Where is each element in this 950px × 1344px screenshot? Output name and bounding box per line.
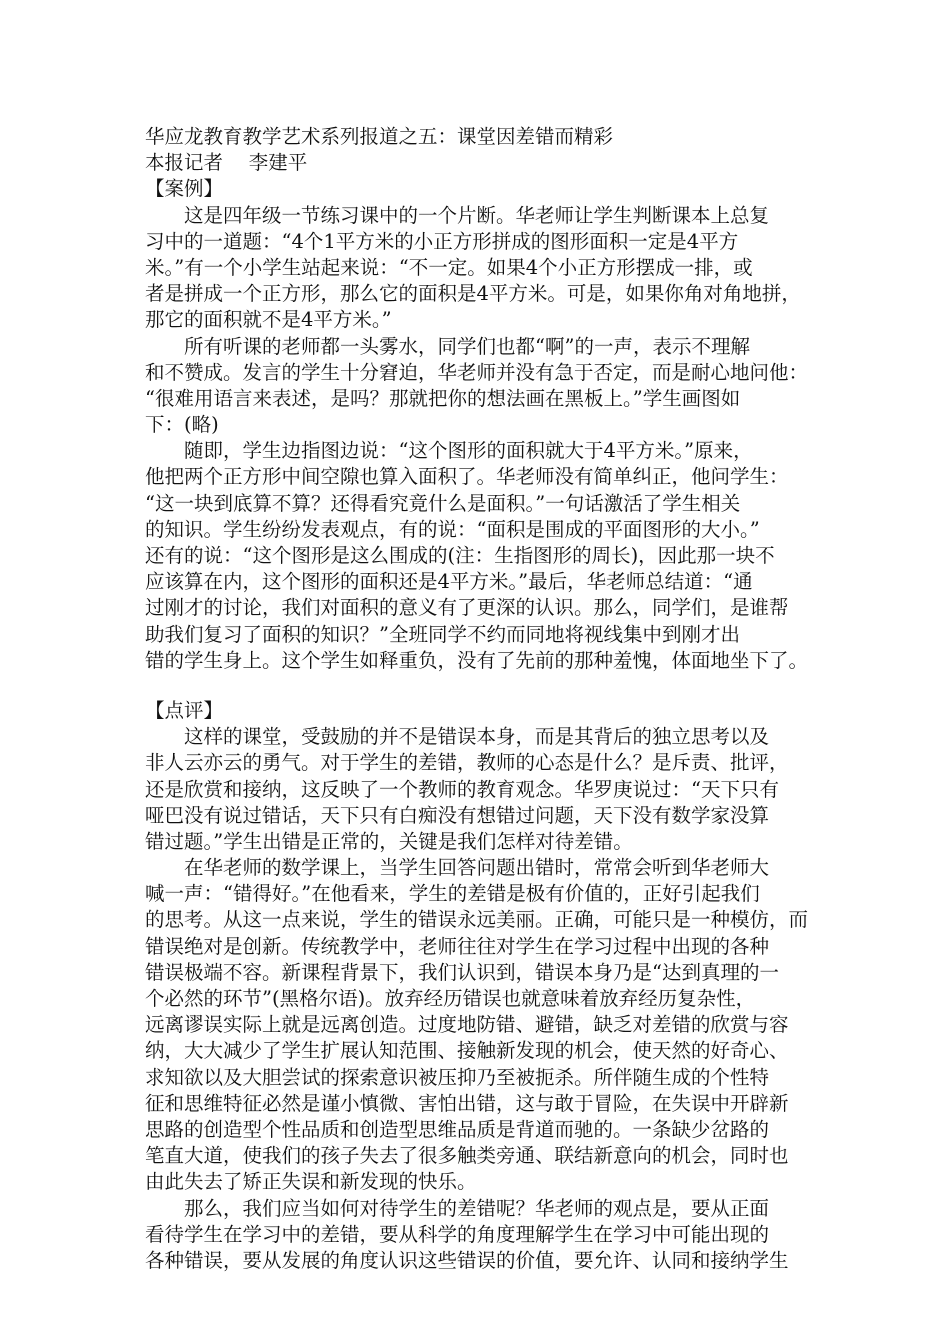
text-line: 的知识。学生纷纷发表观点，有的说：“面积是围成的平面图形的大小。” — [145, 517, 760, 541]
text-line: “这一块到底算不算？还得看究竟什么是面积。”一句话激活了学生相关 — [145, 491, 741, 515]
text-line: 和不赞成。发言的学生十分窘迫，华老师并没有急于否定，而是耐心地问他： — [145, 360, 809, 384]
text-line: 远离谬误实际上就是远离创造。过度地防错、避错，缺乏对差错的欣赏与容 — [145, 1013, 789, 1037]
text-line: 这是四年级一节练习课中的一个片断。华老师让学生判断课本上总复 — [184, 203, 770, 227]
text-line: 下：(略) — [145, 413, 219, 437]
text-line: 应该算在内，这个图形的面积还是4平方米。”最后，华老师总结道：“通 — [145, 570, 753, 594]
text-line: 各种错误，要从发展的角度认识这些错误的价值，要允许、认同和接纳学生 — [145, 1248, 789, 1272]
review-paragraph — [145, 1196, 821, 1275]
text-line: 者是拼成一个正方形，那么它的面积是4平方米。可是，如果你角对角地拼， — [145, 282, 801, 306]
text-line: 哑巴没有说过错话，天下只有白痴没有想错过问题，天下没有数学家没算 — [145, 803, 770, 827]
section-spacer — [145, 674, 821, 698]
text-line: 还有的说：“这个图形是这么围成的(注：生指图形的周长)，因此那一块不 — [145, 544, 775, 567]
text-line: 随即，学生边指图边说：“这个图形的面积就大于4平方米。”原来， — [184, 439, 753, 463]
review-paragraph — [145, 724, 821, 855]
text-line: 个必然的环节”(黑格尔语)。放弃经历错误也就意味着放弃经历复杂性， — [145, 987, 756, 1010]
text-line: 习中的一道题：“4个1平方米的小正方形拼成的图形面积一定是4平方 — [145, 229, 739, 253]
text-line: 那它的面积就不是4平方米。” — [145, 308, 392, 332]
review-paragraph — [145, 855, 821, 1195]
text-line: 错过题。”学生出错是正常的，关键是我们怎样对待差错。 — [145, 829, 633, 853]
text-line: 在华老师的数学课上，当学生回答问题出错时，常常会听到华老师大 — [184, 856, 770, 880]
text-line: 求知欲以及大胆尝试的探索意识被压抑乃至被扼杀。所伴随生成的个性特 — [145, 1065, 770, 1089]
text-line: 过刚才的讨论，我们对面积的意义有了更深的认识。那么，同学们，是谁帮 — [145, 596, 789, 620]
article-title: 华应龙教育教学艺术系列报道之五：课堂因差错而精彩 — [145, 125, 614, 148]
text-line: 笔直大道，使我们的孩子失去了很多触类旁通、联结新意向的机会，同时也 — [145, 1144, 789, 1168]
case-heading: 【案例】 — [145, 177, 224, 201]
text-line: 这样的课堂，受鼓励的并不是错误本身，而是其背后的独立思考以及 — [184, 725, 770, 749]
article-byline: 本报记者 李建平 — [145, 151, 308, 175]
review-section — [145, 724, 821, 1274]
case-section — [145, 203, 821, 674]
text-line: 喊一声：“错得好。”在他看来，学生的差错是极有价值的，正好引起我们 — [145, 882, 760, 906]
text-line: 错的学生身上。这个学生如释重负，没有了先前的那种羞愧，体面地坐下了。 — [145, 648, 809, 672]
text-line: 还是欣赏和接纳，这反映了一个教师的教育观念。华罗庚说过：“天下只有 — [145, 777, 779, 801]
case-paragraph — [145, 334, 821, 439]
text-line: 助我们复习了面积的知识？”全班同学不约而同地将视线集中到刚才出 — [145, 622, 740, 646]
text-line: 看待学生在学习中的差错，要从科学的角度理解学生在学习中可能出现的 — [145, 1222, 770, 1246]
text-line: 非人云亦云的勇气。对于学生的差错，教师的心态是什么？是斥责、批评， — [145, 751, 789, 775]
review-heading: 【点评】 — [145, 698, 224, 722]
text-line: 的思考。从这一点来说，学生的错误永远美丽。正确，可能只是一种模仿，而 — [145, 908, 809, 932]
text-line: 他把两个正方形中间空隙也算入面积了。华老师没有简单纠正，他问学生： — [145, 465, 789, 489]
text-line: 错误绝对是创新。传统教学中，老师往往对学生在学习过程中出现的各种 — [145, 934, 770, 958]
case-paragraph — [145, 438, 821, 674]
text-line: 由此失去了矫正失误和新发现的快乐。 — [145, 1170, 477, 1194]
document-page — [145, 124, 821, 1274]
text-line: 错误极端不容。新课程背景下，我们认识到，错误本身乃是“达到真理的一 — [145, 960, 779, 984]
text-line: 那么，我们应当如何对待学生的差错呢？华老师的观点是，要从正面 — [184, 1196, 770, 1220]
text-line: 征和思维特征必然是谨小慎微、害怕出错，这与敢于冒险，在失误中开辟新 — [145, 1091, 789, 1115]
text-line: 米。”有一个小学生站起来说：“不一定。如果4个小正方形摆成一排，或 — [145, 255, 753, 279]
text-line: 所有听课的老师都一头雾水，同学们也都“啊”的一声，表示不理解 — [184, 334, 750, 358]
case-paragraph — [145, 203, 821, 334]
text-line: “很难用语言来表述，是吗？那就把你的想法画在黑板上。”学生画图如 — [145, 386, 741, 410]
text-line: 纳，大大减少了学生扩展认知范围、接触新发现的机会，使天然的好奇心、 — [145, 1039, 789, 1063]
text-line: 思路的创造型个性品质和创造型思维品质是背道而驰的。一条缺少岔路的 — [145, 1117, 770, 1141]
